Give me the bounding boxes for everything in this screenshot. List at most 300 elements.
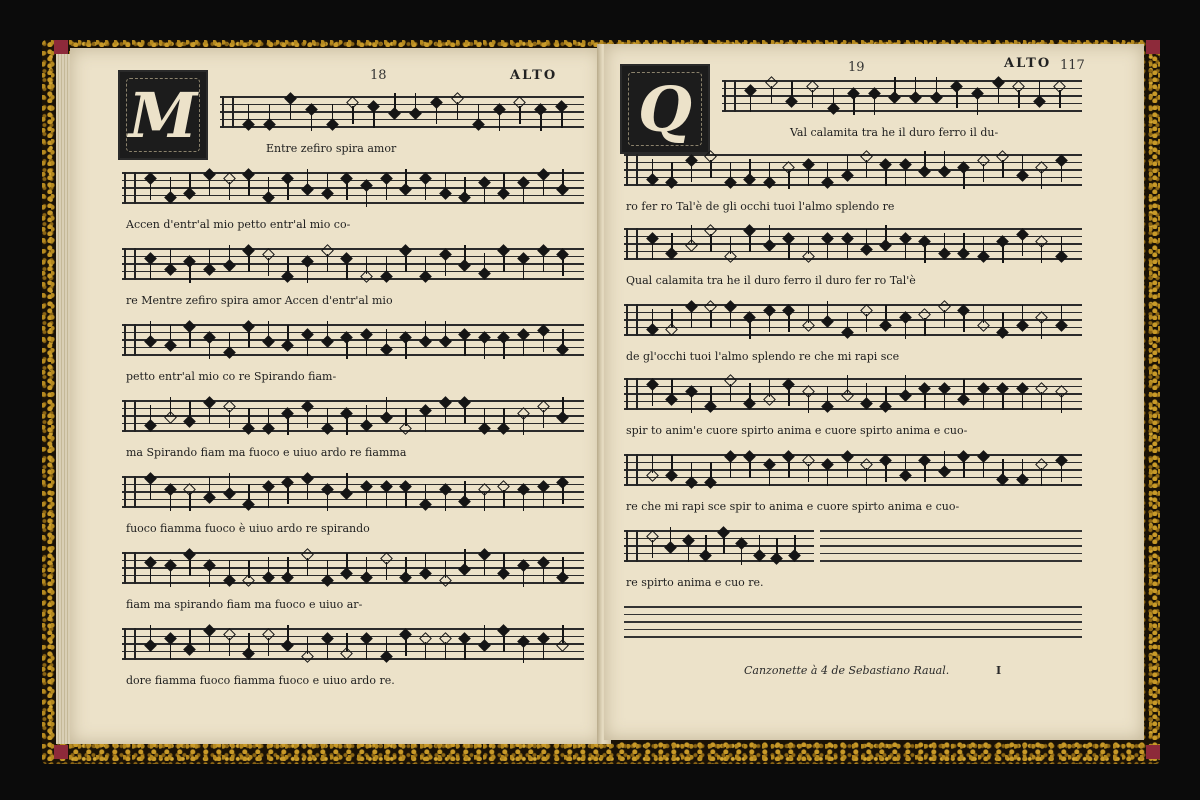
note-stem <box>543 178 544 196</box>
note-stem <box>484 493 485 511</box>
note-stem <box>464 338 465 356</box>
note-stem <box>209 178 210 196</box>
staff-line <box>624 319 1082 321</box>
note-stem <box>170 249 171 267</box>
note-stem <box>710 462 711 480</box>
note-stem <box>671 162 672 180</box>
lyric-line: re spirto anima e cuo re. <box>626 576 764 589</box>
note-stem <box>983 236 984 254</box>
note-stem <box>170 569 171 587</box>
note-stem <box>788 460 789 478</box>
note-stem <box>150 182 151 200</box>
note-stem <box>366 338 367 356</box>
initial-letter: M <box>128 78 198 152</box>
note-stem <box>963 379 964 397</box>
corner-tip <box>1146 745 1160 759</box>
note-stem <box>710 160 711 178</box>
note-stem <box>808 305 809 323</box>
note-stem <box>730 310 731 328</box>
note-stem <box>346 341 347 359</box>
clef-mark <box>626 228 638 260</box>
clef-mark <box>124 248 136 280</box>
note-stem <box>523 338 524 356</box>
note-stem <box>269 104 270 122</box>
note-stem <box>562 258 563 276</box>
note-stem <box>543 410 544 428</box>
note-stem <box>741 547 742 565</box>
note-stem <box>543 334 544 352</box>
left-page-folio: 18 <box>370 68 387 83</box>
note-stem <box>464 245 465 263</box>
note-stem <box>189 265 190 283</box>
note-stem <box>1039 81 1040 99</box>
staff-line <box>624 251 1082 253</box>
note-stem <box>827 301 828 319</box>
note-stem <box>229 410 230 428</box>
staff-line <box>122 499 584 501</box>
note-stem <box>189 558 190 576</box>
note-stem <box>827 242 828 260</box>
note-stem <box>394 93 395 111</box>
note-stem <box>808 168 809 186</box>
note-stem <box>436 106 437 124</box>
staff-line <box>624 228 1082 230</box>
note-stem <box>769 468 770 486</box>
staff-line <box>624 469 1082 471</box>
music-staff <box>624 454 1082 486</box>
note-stem <box>248 408 249 426</box>
note-stem <box>150 566 151 584</box>
note-stem <box>905 455 906 473</box>
staff-line <box>122 172 584 174</box>
note-stem <box>445 321 446 339</box>
note-stem <box>652 388 653 406</box>
note-stem <box>229 332 230 350</box>
note-stem <box>562 625 563 643</box>
lyric-line: Entre zefiro spira amor <box>266 142 397 155</box>
note-stem <box>924 392 925 410</box>
staff-line <box>624 408 1082 410</box>
staff-line <box>220 96 584 98</box>
note-stem <box>405 490 406 508</box>
note-stem <box>346 262 347 280</box>
note-stem <box>776 538 777 556</box>
note-stem <box>287 182 288 200</box>
note-stem <box>523 645 524 663</box>
music-staff <box>122 324 584 356</box>
staff-line <box>122 400 584 402</box>
note-stem <box>386 562 387 580</box>
note-stem <box>425 321 426 339</box>
decorated-initial <box>620 64 710 154</box>
note-stem <box>915 77 916 95</box>
staff-line <box>122 271 584 273</box>
note-stem <box>788 242 789 260</box>
note-stem <box>944 233 945 251</box>
note-stem <box>503 254 504 272</box>
note-stem <box>1002 459 1003 477</box>
note-stem <box>540 113 541 131</box>
staff-line <box>122 332 584 334</box>
note-stem <box>1061 164 1062 182</box>
note-stem <box>1061 236 1062 254</box>
signature-mark: I <box>996 664 1002 677</box>
note-stem <box>445 173 446 191</box>
note-stem <box>307 636 308 654</box>
staff-line <box>624 312 1082 314</box>
note-stem <box>905 168 906 186</box>
note-stem <box>464 549 465 567</box>
note-stem <box>1002 245 1003 263</box>
note-stem <box>905 375 906 393</box>
staff-line <box>220 104 584 106</box>
note-stem <box>425 484 426 502</box>
staff-line <box>122 658 584 660</box>
note-stem <box>827 162 828 180</box>
left-page <box>70 48 602 744</box>
note-stem <box>853 97 854 115</box>
note-stem <box>209 569 210 587</box>
note-stem <box>671 309 672 327</box>
staff-line <box>820 553 1082 555</box>
staff-line <box>122 202 584 204</box>
lyric-line: spir to anim'e cuore spirto anima e cuore spirto anima e cuo- <box>626 424 968 437</box>
note-stem <box>268 258 269 276</box>
right-page-header: ALTO <box>1004 56 1052 71</box>
note-stem <box>248 104 249 122</box>
note-stem <box>425 182 426 200</box>
note-stem <box>543 490 544 508</box>
note-stem <box>562 486 563 504</box>
note-stem <box>652 540 653 558</box>
note-stem <box>307 558 308 576</box>
note-stem <box>759 535 760 553</box>
note-stem <box>1041 468 1042 486</box>
note-stem <box>750 94 751 112</box>
note-stem <box>671 379 672 397</box>
note-stem <box>543 254 544 272</box>
note-stem <box>170 642 171 660</box>
lyric-line: petto entr'al mio co re Spirando fiam- <box>126 370 337 383</box>
note-stem <box>827 386 828 404</box>
staff-line <box>122 567 584 569</box>
note-stem <box>1022 238 1023 256</box>
music-staff <box>820 530 1082 562</box>
lyric-line: re Mentre zefiro spira amor Accen d'entr'al mio <box>126 294 393 307</box>
note-stem <box>905 321 906 339</box>
music-staff <box>624 530 814 562</box>
note-stem <box>405 638 406 656</box>
note-stem <box>311 113 312 131</box>
staff-line <box>624 462 1082 464</box>
staff-line <box>722 95 1082 97</box>
note-stem <box>327 321 328 339</box>
note-stem <box>983 164 984 182</box>
staff-line <box>624 621 1082 623</box>
note-stem <box>1041 171 1042 189</box>
note-stem <box>671 233 672 251</box>
lyric-line: ma Spirando fiam ma fuoco e uiuo ardo re fiamma <box>126 446 407 459</box>
note-stem <box>769 162 770 180</box>
lyric-line: dore fiamma fuoco fiamma fuoco e uiuo ardo re. <box>126 674 395 687</box>
note-stem <box>905 242 906 260</box>
staff-line <box>122 560 584 562</box>
note-stem <box>561 110 562 128</box>
note-stem <box>847 312 848 330</box>
note-stem <box>691 310 692 328</box>
note-stem <box>464 642 465 660</box>
lyric-line: Val calamita tra he il duro ferro il du- <box>790 126 999 139</box>
note-stem <box>771 86 772 104</box>
note-stem <box>749 321 750 339</box>
note-stem <box>847 155 848 173</box>
clef-mark <box>222 96 234 128</box>
note-stem <box>386 256 387 274</box>
staff-line <box>122 628 584 630</box>
note-stem <box>562 329 563 347</box>
note-stem <box>170 177 171 195</box>
note-stem <box>523 417 524 435</box>
note-stem <box>705 535 706 553</box>
note-stem <box>652 242 653 260</box>
note-stem <box>710 310 711 328</box>
note-stem <box>445 560 446 578</box>
music-staff <box>122 172 584 204</box>
note-stem <box>503 553 504 571</box>
note-stem <box>1061 395 1062 413</box>
lyric-line: fiam ma spirando fiam ma fuoco e uiuo ar- <box>126 598 363 611</box>
note-stem <box>543 642 544 660</box>
note-stem <box>268 557 269 575</box>
note-stem <box>1041 392 1042 410</box>
note-stem <box>327 560 328 578</box>
note-stem <box>894 77 895 95</box>
music-staff <box>122 248 584 280</box>
note-stem <box>670 527 671 545</box>
note-stem <box>924 151 925 169</box>
music-staff <box>122 400 584 432</box>
note-stem <box>944 310 945 328</box>
note-stem <box>671 455 672 473</box>
note-stem <box>1002 392 1003 410</box>
music-staff <box>624 228 1082 260</box>
note-stem <box>866 468 867 486</box>
lyric-line: Qual calamita tra he il duro ferro il duro fer ro Tal'è <box>626 274 916 287</box>
music-staff <box>220 96 584 128</box>
note-stem <box>352 106 353 124</box>
note-stem <box>1041 321 1042 339</box>
note-stem <box>287 625 288 643</box>
staff-line <box>624 636 1082 638</box>
note-stem <box>287 557 288 575</box>
note-stem <box>788 171 789 189</box>
note-stem <box>983 305 984 323</box>
staff-line <box>624 629 1082 631</box>
note-stem <box>874 97 875 115</box>
clef-mark <box>626 378 638 410</box>
note-stem <box>1022 305 1023 323</box>
note-stem <box>445 406 446 424</box>
right-page-leaf-number: 117 <box>1060 58 1085 73</box>
note-stem <box>464 481 465 499</box>
note-stem <box>983 392 984 410</box>
note-stem <box>366 490 367 508</box>
note-stem <box>730 384 731 402</box>
clef-mark <box>124 172 136 204</box>
note-stem <box>189 493 190 511</box>
note-stem <box>1061 305 1062 323</box>
initial-letter: Q <box>637 72 692 146</box>
note-stem <box>229 182 230 200</box>
note-stem <box>484 558 485 576</box>
note-stem <box>327 493 328 511</box>
staff-line <box>122 248 584 250</box>
note-stem <box>425 414 426 432</box>
note-stem <box>248 178 249 196</box>
staff-line <box>722 88 1082 90</box>
note-stem <box>209 249 210 267</box>
note-stem <box>189 330 190 348</box>
note-stem <box>484 625 485 643</box>
note-stem <box>847 460 848 478</box>
note-stem <box>769 225 770 243</box>
note-stem <box>366 557 367 575</box>
corner-tip <box>54 745 68 759</box>
staff-line <box>122 180 584 182</box>
note-stem <box>386 329 387 347</box>
staff-line <box>624 169 1082 171</box>
staff-line <box>122 354 584 356</box>
clef-mark <box>626 154 638 186</box>
note-stem <box>688 544 689 562</box>
note-stem <box>445 642 446 660</box>
note-stem <box>415 93 416 111</box>
note-stem <box>346 182 347 200</box>
staff-line <box>722 103 1082 105</box>
note-stem <box>944 151 945 169</box>
note-stem <box>425 256 426 274</box>
note-stem <box>457 102 458 120</box>
staff-line <box>220 126 584 128</box>
note-stem <box>1061 464 1062 482</box>
note-stem <box>287 325 288 343</box>
staff-line <box>220 111 584 113</box>
note-stem <box>373 110 374 128</box>
note-stem <box>386 490 387 508</box>
note-stem <box>866 314 867 332</box>
note-stem <box>425 553 426 571</box>
note-stem <box>150 482 151 500</box>
clef-mark <box>124 400 136 432</box>
note-stem <box>749 383 750 401</box>
note-stem <box>209 634 210 652</box>
note-stem <box>788 314 789 332</box>
lyric-line: ro fer ro Tal'è de gli occhi tuoi l'almo splendo re <box>626 200 895 213</box>
note-stem <box>977 97 978 115</box>
note-stem <box>562 169 563 187</box>
music-staff <box>122 628 584 660</box>
staff-line <box>820 538 1082 540</box>
note-stem <box>150 625 151 643</box>
note-stem <box>652 159 653 177</box>
note-stem <box>1022 459 1023 477</box>
note-stem <box>189 629 190 647</box>
note-stem <box>523 186 524 204</box>
note-stem <box>405 341 406 359</box>
note-stem <box>346 473 347 491</box>
note-stem <box>1002 312 1003 330</box>
staff-line <box>820 545 1082 547</box>
note-stem <box>445 493 446 511</box>
corner-tip <box>54 40 68 54</box>
note-stem <box>366 256 367 274</box>
staff-line <box>624 560 814 562</box>
note-stem <box>562 397 563 415</box>
right-page <box>604 44 1144 740</box>
staff-line <box>624 334 1082 336</box>
note-stem <box>730 236 731 254</box>
note-stem <box>346 633 347 651</box>
note-stem <box>924 318 925 336</box>
note-stem <box>1022 155 1023 173</box>
note-stem <box>1059 90 1060 108</box>
note-stem <box>150 262 151 280</box>
note-stem <box>503 408 504 426</box>
note-stem <box>484 186 485 204</box>
lyric-line: de gl'occhi tuoi l'almo splendo re che mi rapi sce <box>626 350 900 363</box>
note-stem <box>769 314 770 332</box>
note-stem <box>652 309 653 327</box>
note-stem <box>445 258 446 276</box>
clef-mark <box>626 304 638 336</box>
music-staff <box>122 476 584 508</box>
note-stem <box>248 633 249 651</box>
note-stem <box>484 408 485 426</box>
note-stem <box>268 490 269 508</box>
note-stem <box>464 177 465 195</box>
note-stem <box>924 245 925 263</box>
note-stem <box>691 164 692 182</box>
note-stem <box>833 88 834 106</box>
note-stem <box>710 234 711 252</box>
note-stem <box>503 490 504 508</box>
note-stem <box>885 464 886 482</box>
note-stem <box>346 553 347 571</box>
music-staff <box>722 80 1082 112</box>
note-stem <box>730 162 731 180</box>
note-stem <box>808 395 809 413</box>
note-stem <box>866 160 867 178</box>
note-stem <box>523 569 524 587</box>
note-stem <box>998 86 999 104</box>
note-stem <box>1022 392 1023 410</box>
staff-line <box>624 177 1082 179</box>
note-stem <box>794 535 795 553</box>
note-stem <box>983 460 984 478</box>
note-stem <box>405 254 406 272</box>
lyric-line: fuoco fiamma fuoco è uiuo ardo re spirando <box>126 522 370 535</box>
note-stem <box>749 460 750 478</box>
note-stem <box>189 401 190 419</box>
staff-line <box>624 614 1082 616</box>
note-stem <box>963 314 964 332</box>
note-stem <box>885 386 886 404</box>
note-stem <box>332 104 333 122</box>
music-staff <box>624 378 1082 410</box>
staff-line <box>122 278 584 280</box>
note-stem <box>1002 160 1003 178</box>
staff-line <box>122 347 584 349</box>
